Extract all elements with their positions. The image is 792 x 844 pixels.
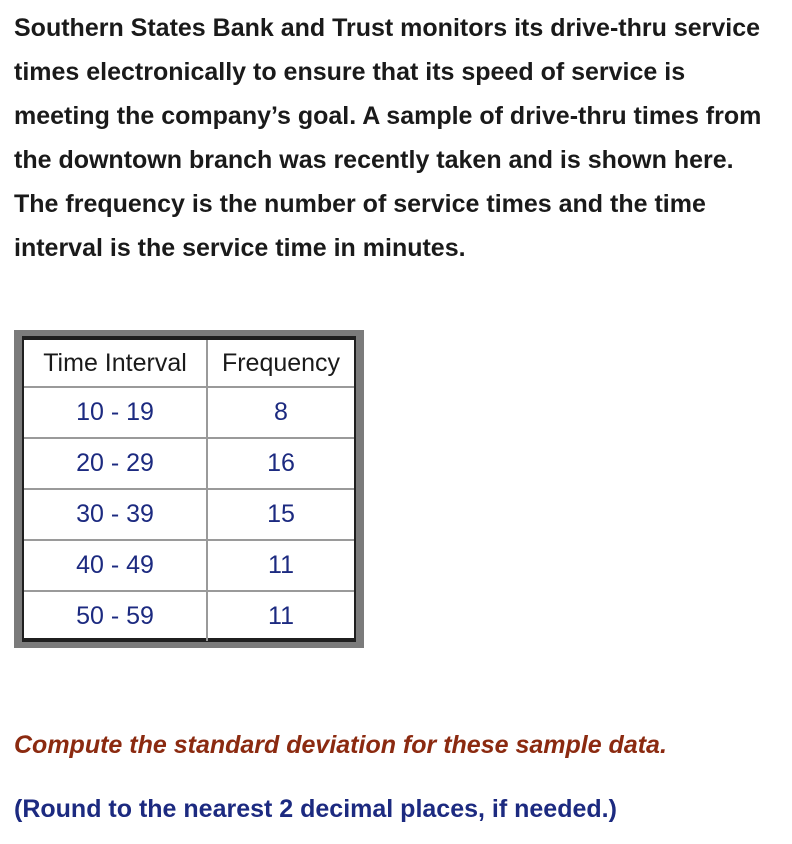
table-row: [24, 540, 354, 591]
frequency-cell: 11: [207, 591, 354, 641]
table-row: [24, 387, 354, 438]
frequency-cell: 15: [207, 489, 354, 540]
interval-cell: 30 - 39: [24, 489, 207, 540]
table-row: [24, 489, 354, 540]
table-header-row: [24, 340, 354, 387]
interval-cell: 40 - 49: [24, 540, 207, 591]
interval-cell: 50 - 59: [24, 591, 207, 641]
interval-cell: 10 - 19: [24, 387, 207, 438]
header-frequency: Frequency: [207, 340, 354, 387]
frequency-table-container: [22, 336, 356, 642]
interval-cell: 20 - 29: [24, 438, 207, 489]
frequency-table: [24, 340, 354, 641]
header-time-interval: Time Interval: [24, 340, 207, 387]
frequency-cell: 8: [207, 387, 354, 438]
frequency-cell: 11: [207, 540, 354, 591]
problem-statement: Southern States Bank and Trust monitors its drive-thru service times electronically to ensure that its speed of service is meeting the company’s goal. A sample of drive-thru times from the downtown branch was recently taken and is shown here. The frequency is the number of service times and the time interval is the service time in minutes.: [14, 14, 762, 262]
table-row: [24, 591, 354, 641]
rounding-instruction: (Round to the nearest 2 decimal places, if needed.): [14, 795, 617, 823]
frequency-table-frame: [14, 330, 364, 648]
frequency-cell: 16: [207, 438, 354, 489]
question-prompt: Compute the standard deviation for these sample data.: [14, 731, 667, 759]
table-row: [24, 438, 354, 489]
